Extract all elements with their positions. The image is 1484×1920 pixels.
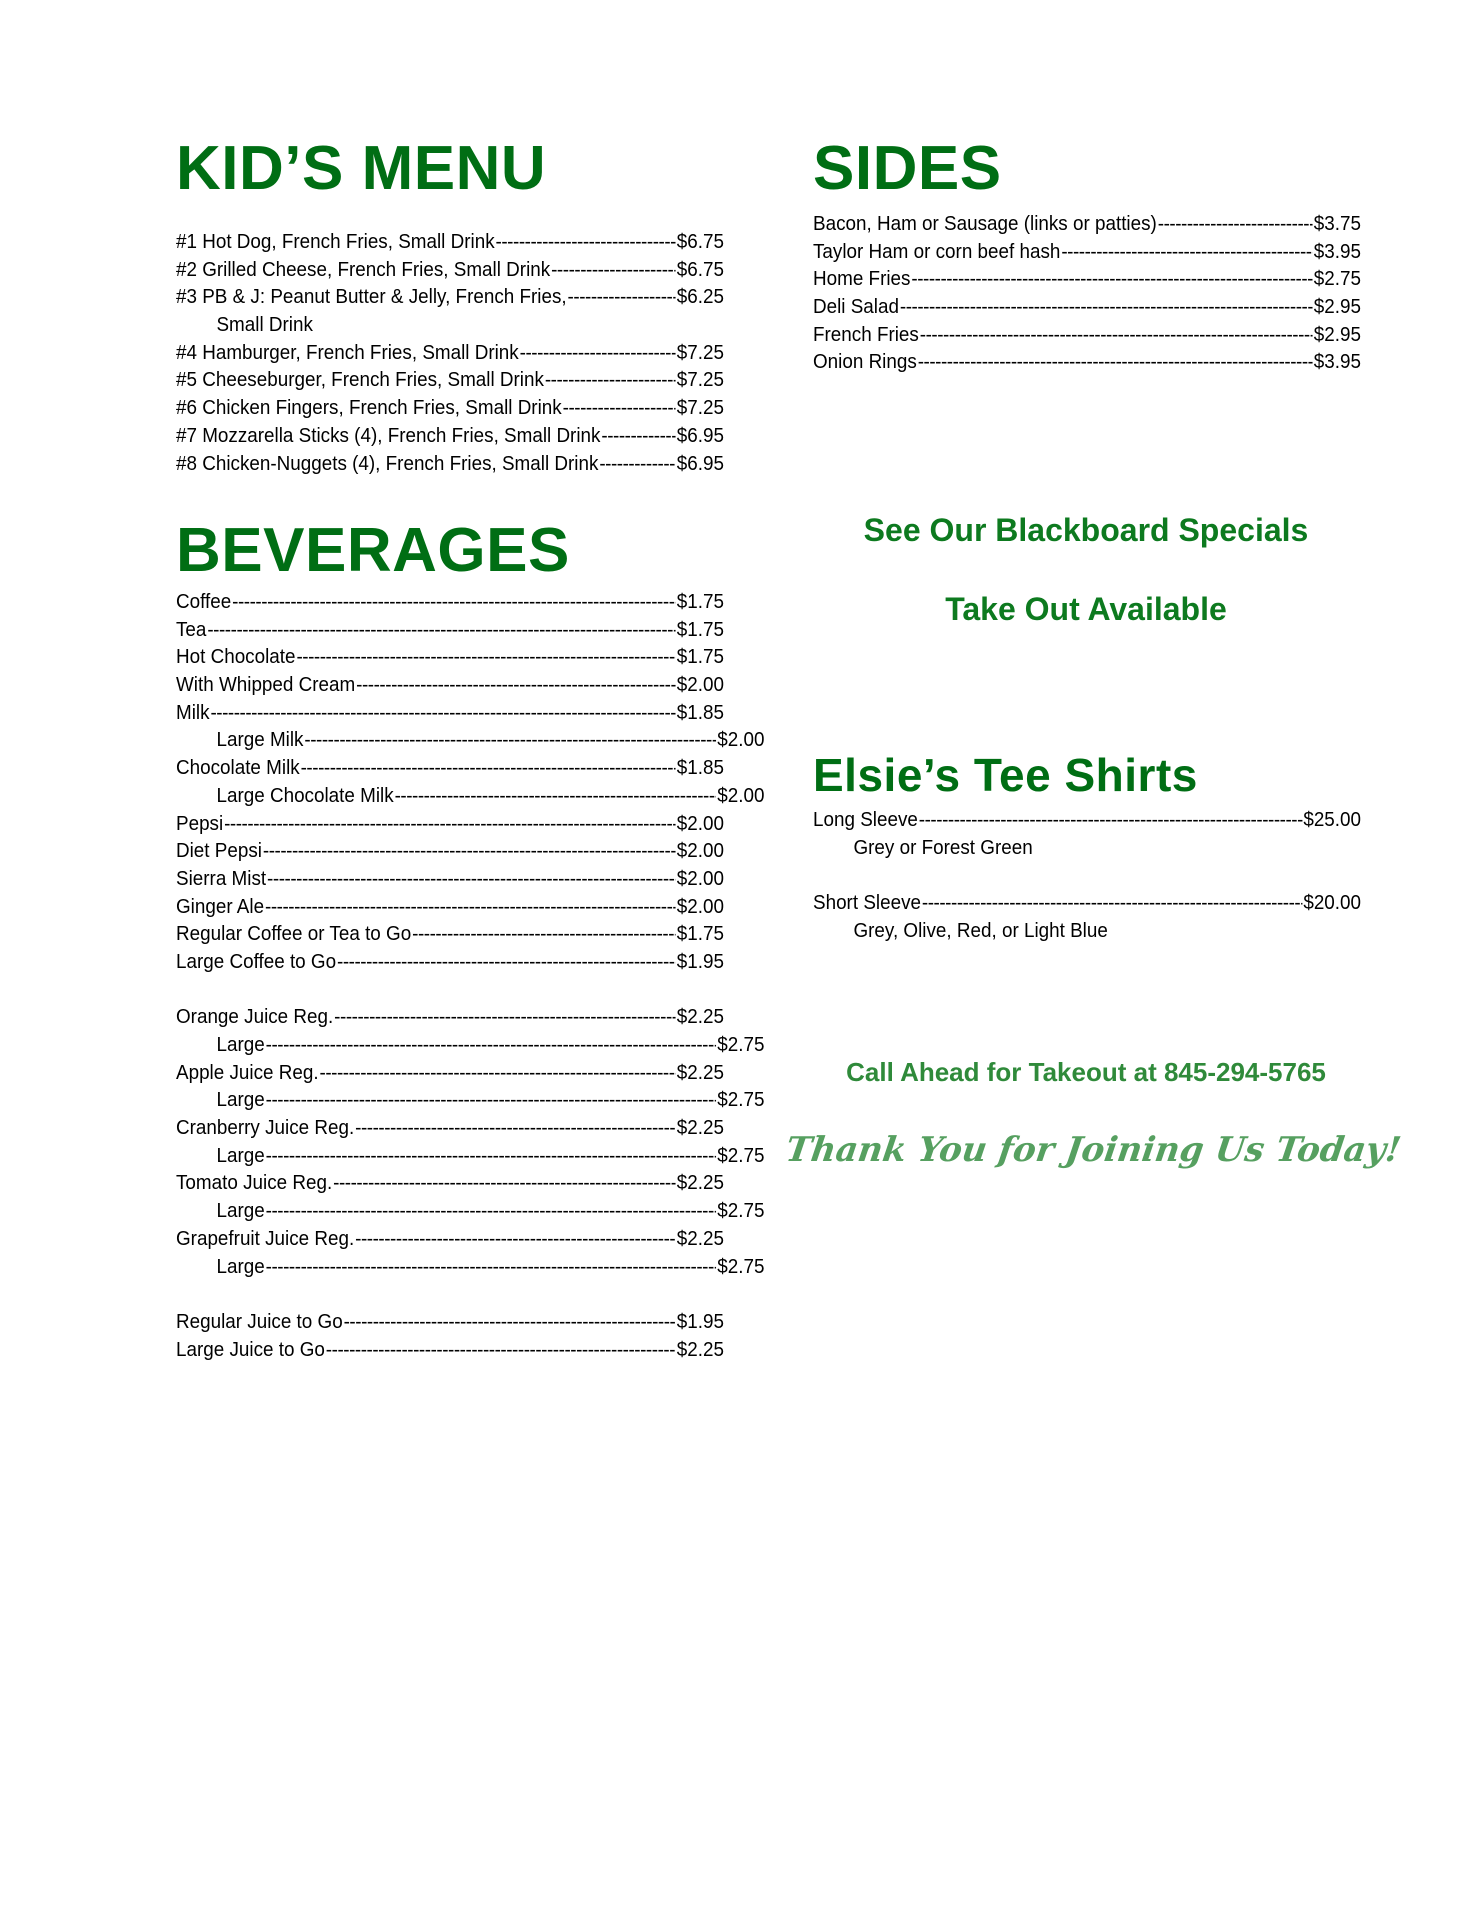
menu-item-name: Bacon, Ham or Sausage (links or patties)	[813, 212, 1157, 235]
menu-item-name: French Fries	[813, 322, 919, 346]
sides-list	[813, 210, 1361, 376]
dot-leader	[395, 782, 717, 810]
menu-item-row	[176, 699, 724, 727]
dot-leader	[266, 1197, 717, 1225]
menu-item-price: $1.85	[676, 756, 725, 780]
menu-item-row	[813, 889, 1361, 917]
menu-item-row	[176, 228, 724, 256]
sides-title: SIDES	[813, 134, 1002, 203]
menu-item-row	[176, 1197, 764, 1225]
menu-item-price: $2.25	[676, 1005, 725, 1029]
menu-item-price: $2.25	[676, 1226, 725, 1250]
menu-item-row	[176, 1142, 764, 1170]
menu-item-price: $25.00	[1303, 808, 1362, 831]
menu-item-name: Large	[216, 1088, 265, 1112]
menu-item-name: Tea	[176, 617, 207, 641]
dot-leader	[266, 1253, 717, 1281]
menu-item-price: $2.25	[676, 1337, 725, 1361]
menu-item-price: $2.00	[676, 866, 725, 890]
dot-leader	[355, 1114, 676, 1142]
menu-item-name: Large Chocolate Milk	[216, 783, 394, 807]
menu-item-name: #2 Grilled Cheese, French Fries, Small Drink	[176, 257, 551, 281]
menu-item-row	[176, 865, 724, 893]
menu-item-price: $2.00	[676, 894, 725, 918]
kids-menu-list	[176, 228, 724, 477]
menu-item-price: $2.95	[1313, 322, 1362, 346]
menu-item-price: $6.95	[676, 423, 725, 447]
menu-item-name: Chocolate Milk	[176, 756, 300, 780]
dot-leader	[520, 339, 676, 367]
dot-leader	[355, 1225, 676, 1253]
menu-item-row	[176, 671, 724, 699]
menu-item-name: #8 Chicken-Nuggets (4), French Fries, Small Drink	[176, 451, 599, 475]
dot-leader	[320, 1059, 676, 1087]
dot-leader	[301, 754, 676, 782]
tee-shirts-section	[813, 749, 1362, 944]
dot-leader	[918, 348, 1313, 376]
dot-leader	[210, 699, 675, 727]
dot-leader	[207, 616, 676, 644]
dot-leader	[922, 889, 1303, 917]
menu-item-price: $3.75	[1313, 212, 1362, 235]
blackboard-specials: See Our Blackboard Specials	[863, 512, 1309, 548]
menu-item-row	[813, 321, 1361, 349]
menu-item-name: Sierra Mist	[176, 866, 267, 890]
menu-item-row	[176, 643, 724, 671]
dot-leader	[266, 1142, 717, 1170]
menu-item-name: Coffee	[176, 590, 232, 613]
menu-item-name: Diet Pepsi	[176, 839, 262, 863]
group-spacer	[813, 861, 1361, 889]
menu-item-price: $2.25	[676, 1171, 725, 1195]
menu-item-row	[176, 394, 724, 422]
menu-item-row	[176, 1086, 764, 1114]
menu-item-price: $20.00	[1303, 891, 1362, 915]
dot-leader	[266, 1031, 717, 1059]
menu-item-row	[176, 339, 724, 367]
menu-item-continuation: Small Drink	[216, 313, 313, 337]
menu-item-price: $1.75	[676, 617, 725, 641]
menu-item-name: #4 Hamburger, French Fries, Small Drink	[176, 340, 519, 364]
menu-item-row	[813, 806, 1361, 834]
dot-leader	[326, 1336, 676, 1364]
menu-item-price: $1.75	[676, 590, 725, 613]
dot-leader	[545, 366, 676, 394]
menu-item-name: Short Sleeve	[813, 891, 921, 915]
dot-leader	[551, 256, 676, 284]
dot-leader	[265, 893, 676, 921]
menu-item-price: $6.75	[676, 230, 725, 253]
kids-menu-title: KID’S MENU	[176, 134, 547, 203]
menu-item-price: $3.95	[1313, 239, 1362, 263]
menu-item-row	[176, 1059, 724, 1087]
menu-item-name: Taylor Ham or corn beef hash	[813, 239, 1061, 263]
thank-you-message: Thank You for Joining Us Today!	[783, 1130, 1404, 1170]
menu-item-row	[813, 293, 1361, 321]
dot-leader	[1061, 238, 1313, 266]
tee-shirts-title: Elsie’s Tee Shirts	[813, 749, 1198, 801]
group-spacer	[176, 976, 724, 1004]
dot-leader	[496, 228, 676, 256]
menu-item-row	[176, 1308, 724, 1336]
menu-item-price: $1.95	[676, 1309, 725, 1333]
kids-menu-section	[176, 134, 725, 477]
menu-item-row	[176, 422, 724, 450]
menu-item-name: Regular Coffee or Tea to Go	[176, 922, 412, 946]
dot-leader	[599, 450, 676, 478]
menu-item-row	[813, 238, 1361, 266]
sides-section	[813, 134, 1362, 376]
menu-item-price: $2.00	[717, 728, 765, 752]
dot-leader	[601, 422, 676, 450]
dot-leader	[266, 1086, 717, 1114]
dot-leader	[263, 837, 676, 865]
menu-item-price: $2.75	[717, 1254, 765, 1278]
menu-item-row	[176, 1114, 724, 1142]
menu-item-row	[176, 1003, 724, 1031]
menu-item-price: $7.25	[676, 396, 725, 420]
menu-item-price: $2.75	[717, 1143, 765, 1167]
menu-item-name: With Whipped Cream	[176, 673, 356, 697]
menu-item-row	[176, 1336, 724, 1364]
menu-item-price: $2.75	[717, 1033, 765, 1056]
dot-leader	[267, 865, 676, 893]
menu-item-name: Milk	[176, 700, 210, 724]
dot-leader	[568, 283, 676, 311]
menu-item-name: Apple Juice Reg.	[176, 1060, 319, 1084]
dot-leader	[304, 726, 716, 754]
menu-item-row	[176, 1031, 764, 1059]
menu-item-row	[176, 782, 764, 810]
beverages-title: BEVERAGES	[176, 516, 570, 585]
menu-item-name: Regular Juice to Go	[176, 1309, 343, 1333]
menu-item-name: Home Fries	[813, 267, 911, 291]
menu-item-row	[176, 283, 724, 311]
menu-item-price: $1.95	[676, 949, 725, 973]
menu-item-row	[176, 1225, 724, 1253]
menu-item-name: Hot Chocolate	[176, 645, 296, 669]
menu-item-name: Large	[216, 1143, 265, 1167]
menu-item-price: $2.00	[717, 783, 765, 807]
tee-shirt-colors: Grey or Forest Green	[853, 835, 1033, 859]
menu-item-row	[176, 726, 764, 754]
dot-leader	[356, 671, 676, 699]
group-spacer	[176, 1280, 724, 1308]
menu-item-row	[176, 920, 724, 948]
call-ahead-notice: Call Ahead for Takeout at 845-294-5765	[846, 1057, 1326, 1087]
menu-item-row	[176, 256, 724, 284]
beverages-section	[176, 516, 765, 1363]
menu-item-row	[176, 837, 724, 865]
menu-item-name: Ginger Ale	[176, 894, 265, 918]
menu-item-price: $2.25	[676, 1116, 725, 1140]
menu-item-row	[176, 893, 724, 921]
menu-item-name: Large	[216, 1033, 265, 1056]
dot-leader	[563, 394, 676, 422]
menu-item-name: Large Milk	[216, 728, 304, 752]
menu-item-name: Orange Juice Reg.	[176, 1005, 334, 1029]
menu-item-row	[176, 366, 724, 394]
menu-item-row	[176, 1253, 764, 1281]
tee-shirts-list	[813, 806, 1361, 944]
menu-item-price: $3.95	[1313, 350, 1362, 374]
menu-item-price: $2.95	[1313, 295, 1362, 319]
menu-item-price: $2.00	[676, 673, 725, 697]
menu-item-row	[176, 450, 724, 478]
menu-item-name: Tomato Juice Reg.	[176, 1171, 333, 1195]
menu-item-price: $6.25	[676, 285, 725, 309]
dot-leader	[296, 643, 675, 671]
menu-item-name: Grapefruit Juice Reg.	[176, 1226, 355, 1250]
menu-item-price: $1.85	[676, 700, 725, 724]
menu-item-row	[176, 616, 724, 644]
dot-leader	[232, 588, 676, 616]
dot-leader	[920, 321, 1313, 349]
menu-item-name: #5 Cheeseburger, French Fries, Small Drink	[176, 368, 544, 392]
dot-leader	[344, 1308, 676, 1336]
menu-item-row	[813, 210, 1361, 238]
dot-leader	[919, 806, 1303, 834]
menu-item-price: $1.75	[676, 645, 725, 669]
menu-item-name: Pepsi	[176, 811, 224, 835]
menu-item-price: $2.00	[676, 811, 725, 835]
menu-item-name: Large Coffee to Go	[176, 949, 337, 973]
dot-leader	[412, 920, 676, 948]
menu-item-price: $2.75	[717, 1199, 765, 1223]
menu-item-row	[176, 810, 724, 838]
menu-item-row	[176, 1169, 724, 1197]
menu-item-name: Onion Rings	[813, 350, 917, 374]
dot-leader	[911, 265, 1313, 293]
menu-item-price: $2.00	[676, 839, 725, 863]
dot-leader	[337, 948, 676, 976]
menu-item-name: Long Sleeve	[813, 808, 918, 831]
dot-leader	[224, 810, 676, 838]
menu-item-name: Cranberry Juice Reg.	[176, 1116, 355, 1140]
menu-item-name: #3 PB & J: Peanut Butter & Jelly, French Fries,	[176, 285, 567, 309]
menu-item-row	[176, 588, 724, 616]
dot-leader	[333, 1169, 676, 1197]
tee-shirt-colors: Grey, Olive, Red, or Light Blue	[853, 918, 1108, 942]
menu-item-row	[176, 948, 724, 976]
menu-item-price: $7.25	[676, 368, 725, 392]
menu-item-name: #6 Chicken Fingers, French Fries, Small Drink	[176, 396, 562, 420]
menu-item-price: $6.75	[676, 257, 725, 281]
dot-leader	[1158, 210, 1313, 238]
menu-item-name: Large	[216, 1254, 265, 1278]
beverages-list	[176, 588, 765, 1363]
dot-leader	[334, 1003, 676, 1031]
menu-item-price: $6.95	[676, 451, 725, 475]
menu-item-name: #1 Hot Dog, French Fries, Small Drink	[176, 230, 495, 253]
menu-item-name: Large Juice to Go	[176, 1337, 325, 1361]
menu-item-row	[813, 348, 1361, 376]
menu-item-row	[176, 754, 724, 782]
menu-item-price: $2.75	[1313, 267, 1362, 291]
menu-item-name: #7 Mozzarella Sticks (4), French Fries, Small Drink	[176, 423, 601, 447]
menu-item-price: $2.75	[717, 1088, 765, 1112]
menu-item-name: Large	[216, 1199, 265, 1223]
take-out-available: Take Out Available	[945, 591, 1227, 627]
dot-leader	[900, 293, 1313, 321]
menu-item-price: $7.25	[676, 340, 725, 364]
menu-item-row	[813, 265, 1361, 293]
menu-item-price: $1.75	[676, 922, 725, 946]
menu-item-price: $2.25	[676, 1060, 725, 1084]
menu-item-name: Deli Salad	[813, 295, 899, 319]
